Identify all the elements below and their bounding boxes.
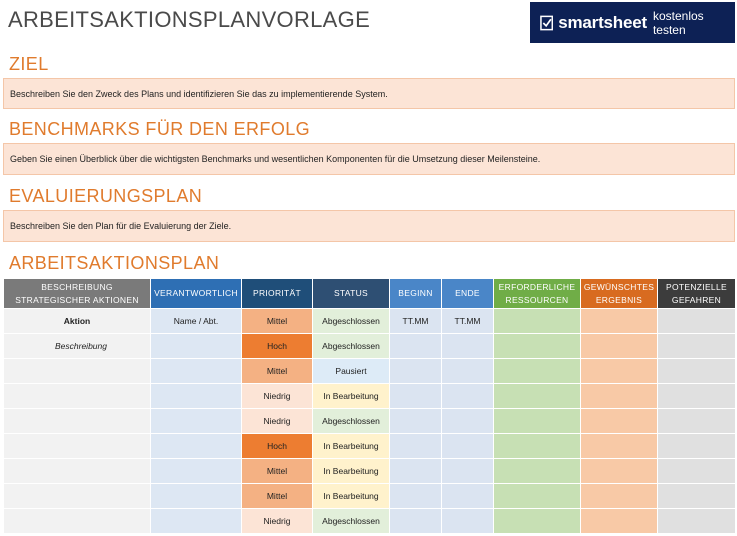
section-heading-evaluierung: EVALUIERUNGSPLAN: [9, 186, 203, 206]
col-header-beginn: BEGINN: [390, 279, 442, 309]
cell-ergebnis[interactable]: [581, 434, 658, 459]
cell-aktion[interactable]: [4, 434, 151, 459]
cell-aktion[interactable]: [4, 509, 151, 534]
table-row: [4, 334, 736, 359]
cell-ressourcen[interactable]: [494, 434, 581, 459]
cell-ressourcen[interactable]: [494, 459, 581, 484]
cell-gefahren[interactable]: [658, 384, 736, 409]
cell-verantwortlich[interactable]: [151, 459, 242, 484]
cell-ende[interactable]: [442, 459, 494, 484]
cell-verantwortlich[interactable]: [151, 334, 242, 359]
cell-gefahren[interactable]: [658, 359, 736, 384]
table-row: [4, 459, 736, 484]
cell-prioritaet[interactable]: Niedrig: [242, 409, 313, 434]
evaluierung-text-box[interactable]: [3, 210, 735, 242]
table-row: [4, 309, 736, 334]
cell-beginn[interactable]: TT.MM: [390, 309, 442, 334]
cell-ergebnis[interactable]: [581, 309, 658, 334]
cell-verantwortlich[interactable]: Name / Abt.: [151, 309, 242, 334]
cell-prioritaet[interactable]: Mittel: [242, 484, 313, 509]
cell-aktion[interactable]: [4, 459, 151, 484]
cell-ressourcen[interactable]: [494, 484, 581, 509]
cell-gefahren[interactable]: [658, 509, 736, 534]
cell-verantwortlich[interactable]: [151, 509, 242, 534]
cell-ende[interactable]: [442, 434, 494, 459]
cell-ressourcen[interactable]: [494, 309, 581, 334]
cell-ressourcen[interactable]: [494, 384, 581, 409]
cell-status[interactable]: Abgeschlossen: [313, 409, 390, 434]
cell-gefahren[interactable]: [658, 309, 736, 334]
cell-status[interactable]: In Bearbeitung: [313, 484, 390, 509]
cell-beginn[interactable]: [390, 359, 442, 384]
cell-status[interactable]: Abgeschlossen: [313, 509, 390, 534]
cell-beginn[interactable]: [390, 434, 442, 459]
cell-gefahren[interactable]: [658, 484, 736, 509]
cell-ergebnis[interactable]: [581, 359, 658, 384]
action-plan-table: [3, 278, 736, 534]
cell-beginn[interactable]: [390, 484, 442, 509]
cell-gefahren[interactable]: [658, 409, 736, 434]
cell-ressourcen[interactable]: [494, 409, 581, 434]
table-row: [4, 409, 736, 434]
cell-status[interactable]: In Bearbeitung: [313, 384, 390, 409]
cell-beginn[interactable]: [390, 384, 442, 409]
cell-verantwortlich[interactable]: [151, 484, 242, 509]
cell-status[interactable]: In Bearbeitung: [313, 459, 390, 484]
benchmarks-text-box[interactable]: [3, 143, 735, 175]
cell-status[interactable]: In Bearbeitung: [313, 434, 390, 459]
cell-ende[interactable]: TT.MM: [442, 309, 494, 334]
cell-beginn[interactable]: [390, 459, 442, 484]
cell-status[interactable]: Abgeschlossen: [313, 334, 390, 359]
cell-prioritaet[interactable]: Mittel: [242, 459, 313, 484]
cell-aktion[interactable]: Beschreibung: [4, 334, 151, 359]
section-heading-ziel: ZIEL: [9, 54, 49, 74]
cell-beginn[interactable]: [390, 409, 442, 434]
smartsheet-check-icon: [540, 15, 553, 31]
table-header-row: [4, 279, 736, 309]
cell-gefahren[interactable]: [658, 334, 736, 359]
cell-status[interactable]: Abgeschlossen: [313, 309, 390, 334]
evaluierung-text: Beschreiben Sie den Plan für die Evaluierung der Ziele.: [10, 221, 232, 231]
cell-ende[interactable]: [442, 359, 494, 384]
cell-aktion[interactable]: [4, 359, 151, 384]
cell-ressourcen[interactable]: [494, 509, 581, 534]
table-row: [4, 434, 736, 459]
section-heading-benchmarks: BENCHMARKS FÜR DEN ERFOLG: [9, 119, 311, 139]
table-row: [4, 384, 736, 409]
benchmarks-text: Geben Sie einen Überblick über die wichtigsten Benchmarks und wesentlichen Komponenten für die Umsetzung dieser Meilensteine.: [10, 154, 541, 164]
cell-prioritaet[interactable]: Mittel: [242, 359, 313, 384]
cell-status[interactable]: Pausiert: [313, 359, 390, 384]
cell-ressourcen[interactable]: [494, 359, 581, 384]
col-header-gefahren: POTENZIELLE GEFAHREN: [658, 279, 736, 309]
col-header-status: STATUS: [313, 279, 390, 309]
cell-aktion[interactable]: [4, 409, 151, 434]
cell-verantwortlich[interactable]: [151, 434, 242, 459]
cell-ende[interactable]: [442, 409, 494, 434]
cell-aktion[interactable]: Aktion: [4, 309, 151, 334]
cell-ende[interactable]: [442, 509, 494, 534]
cell-gefahren[interactable]: [658, 459, 736, 484]
col-header-ressourcen: ERFORDERLICHE RESSOURCEN: [494, 279, 581, 309]
table-row: [4, 359, 736, 384]
cell-aktion[interactable]: [4, 484, 151, 509]
cell-prioritaet[interactable]: Niedrig: [242, 509, 313, 534]
table-row: [4, 509, 736, 534]
cell-verantwortlich[interactable]: [151, 359, 242, 384]
section-heading-aktionsplan: ARBEITSAKTIONSPLAN: [9, 253, 220, 273]
cell-ergebnis[interactable]: [581, 509, 658, 534]
col-header-prioritaet: PRIORITÄT: [242, 279, 313, 309]
table-row: [4, 484, 736, 509]
smartsheet-trial-banner[interactable]: [530, 2, 735, 43]
cell-ergebnis[interactable]: [581, 484, 658, 509]
cell-ressourcen[interactable]: [494, 334, 581, 359]
brand-name: smartsheet: [558, 12, 647, 32]
cell-ergebnis[interactable]: [581, 384, 658, 409]
ziel-text-box[interactable]: [3, 78, 735, 109]
page-title: ARBEITSAKTIONSPLANVORLAGE: [8, 7, 371, 32]
cell-prioritaet[interactable]: Hoch: [242, 334, 313, 359]
cell-beginn[interactable]: [390, 334, 442, 359]
cell-aktion[interactable]: [4, 384, 151, 409]
cell-prioritaet[interactable]: Hoch: [242, 434, 313, 459]
trial-link[interactable]: kostenlos testen: [652, 8, 704, 37]
cell-prioritaet[interactable]: Mittel: [242, 309, 313, 334]
cell-ergebnis[interactable]: [581, 409, 658, 434]
ziel-text: Beschreiben Sie den Zweck des Plans und identifizieren Sie das zu implementierende System.: [10, 88, 388, 99]
cell-ende[interactable]: [442, 484, 494, 509]
col-header-ergebnis: GEWÜNSCHTES ERGEBNIS: [581, 279, 658, 309]
col-header-ende: ENDE: [442, 279, 494, 309]
cell-beginn[interactable]: [390, 509, 442, 534]
cell-ende[interactable]: [442, 384, 494, 409]
cell-prioritaet[interactable]: Niedrig: [242, 384, 313, 409]
cell-verantwortlich[interactable]: [151, 384, 242, 409]
cell-ergebnis[interactable]: [581, 459, 658, 484]
cell-gefahren[interactable]: [658, 434, 736, 459]
col-header-verantwortlich: VERANTWORTLICH: [151, 279, 242, 309]
cell-ende[interactable]: [442, 334, 494, 359]
cell-ergebnis[interactable]: [581, 334, 658, 359]
cell-verantwortlich[interactable]: [151, 409, 242, 434]
col-header-beschreibung: BESCHREIBUNG STRATEGISCHER AKTIONEN: [4, 279, 151, 309]
